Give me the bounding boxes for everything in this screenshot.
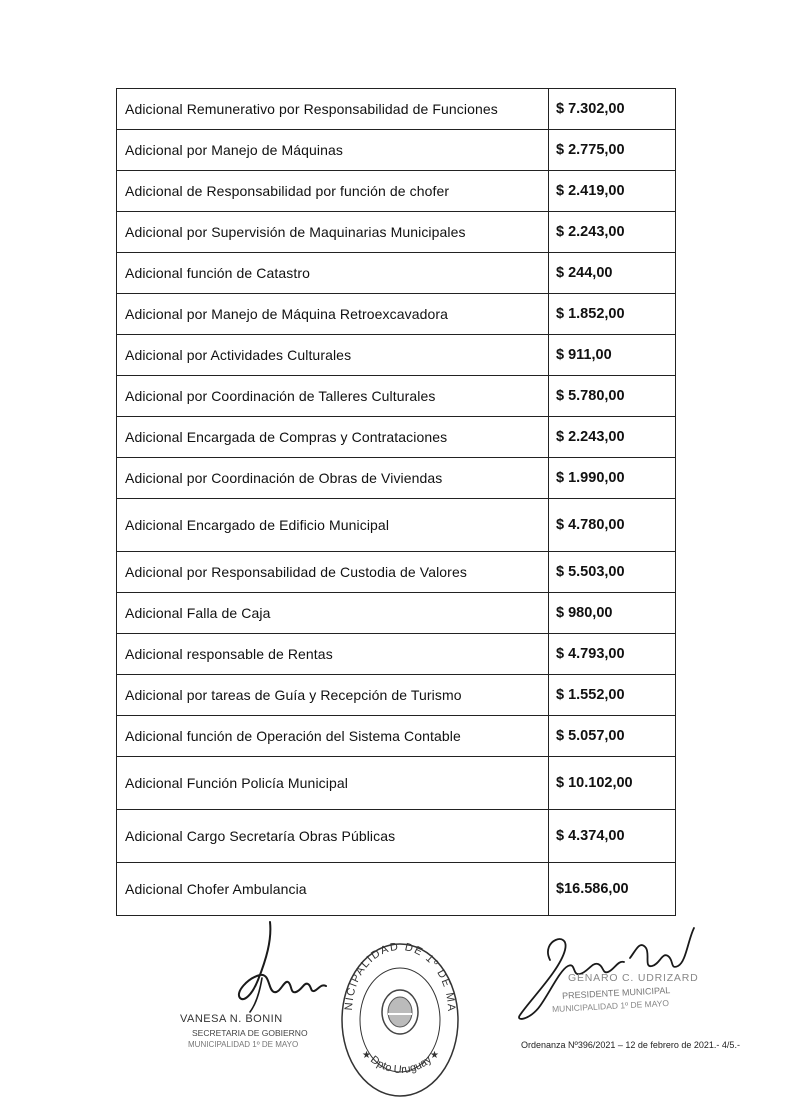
allowance-amount: $ 4.793,00 xyxy=(549,634,676,675)
signer-role: PRESIDENTE MUNICIPAL xyxy=(561,985,671,1001)
table-row xyxy=(117,376,676,417)
allowance-amount: $ 911,00 xyxy=(549,335,676,376)
allowance-concept: Adicional Chofer Ambulancia xyxy=(117,863,549,916)
handwritten-signature-left xyxy=(200,920,340,1015)
allowance-amount: $ 5.780,00 xyxy=(549,376,676,417)
allowance-concept: Adicional por Manejo de Máquina Retroexcavadora xyxy=(117,294,549,335)
signer-role: SECRETARIA DE GOBIERNO xyxy=(192,1028,308,1038)
allowance-amount: $ 4.780,00 xyxy=(549,499,676,552)
table-row xyxy=(117,716,676,757)
allowance-amount: $ 1.852,00 xyxy=(549,294,676,335)
svg-text:MUNICIPALIDAD DE 1º DE MAYO: NICIPALIDAD DE 1º DE MA xyxy=(342,940,458,1013)
allowances-table xyxy=(116,88,676,916)
signer-name: GENARO C. UDRIZARD xyxy=(568,972,699,984)
allowance-concept: Adicional por Coordinación de Talleres Culturales xyxy=(117,376,549,417)
allowance-concept: Adicional responsable de Rentas xyxy=(117,634,549,675)
table-row xyxy=(117,171,676,212)
allowance-concept: Adicional función de Catastro xyxy=(117,253,549,294)
allowance-concept: Adicional Función Policía Municipal xyxy=(117,757,549,810)
allowance-amount: $ 7.302,00 xyxy=(549,89,676,130)
allowance-amount: $ 1.990,00 xyxy=(549,458,676,499)
allowance-concept: Adicional por Actividades Culturales xyxy=(117,335,549,376)
table-row xyxy=(117,499,676,552)
allowance-amount: $ 5.503,00 xyxy=(549,552,676,593)
allowance-concept: Adicional por Supervisión de Maquinarias Municipales xyxy=(117,212,549,253)
allowance-amount: $ 5.057,00 xyxy=(549,716,676,757)
allowance-amount: $ 4.374,00 xyxy=(549,810,676,863)
signer-office: MUNICIPALIDAD 1º DE MAYO xyxy=(551,997,670,1015)
allowance-amount: $16.586,00 xyxy=(549,863,676,916)
table-row xyxy=(117,417,676,458)
table-row xyxy=(117,253,676,294)
allowance-concept: Adicional Encargada de Compras y Contrataciones xyxy=(117,417,549,458)
allowance-concept: Adicional por Manejo de Máquinas xyxy=(117,130,549,171)
allowance-concept: Adicional por Coordinación de Obras de Viviendas xyxy=(117,458,549,499)
signature-block-left xyxy=(170,920,330,1050)
svg-text:★: ★ xyxy=(362,1050,371,1061)
seal-emblem xyxy=(338,930,462,1100)
allowance-amount: $ 2.243,00 xyxy=(549,417,676,458)
table-row xyxy=(117,294,676,335)
table-row xyxy=(117,675,676,716)
municipal-seal xyxy=(338,930,462,1100)
table-row xyxy=(117,130,676,171)
allowance-concept: Adicional Encargado de Edificio Municipal xyxy=(117,499,549,552)
allowance-concept: Adicional función de Operación del Sistema Contable xyxy=(117,716,549,757)
table-row xyxy=(117,89,676,130)
allowance-amount: $ 980,00 xyxy=(549,593,676,634)
table-row xyxy=(117,212,676,253)
allowance-amount: $ 2.775,00 xyxy=(549,130,676,171)
allowance-concept: Adicional Falla de Caja xyxy=(117,593,549,634)
allowance-amount: $ 244,00 xyxy=(549,253,676,294)
table-row xyxy=(117,593,676,634)
allowance-concept: Adicional Cargo Secretaría Obras Públicas xyxy=(117,810,549,863)
table-row xyxy=(117,335,676,376)
table-row xyxy=(117,810,676,863)
table-row xyxy=(117,757,676,810)
table-row xyxy=(117,458,676,499)
table-row xyxy=(117,552,676,593)
svg-text:★: ★ xyxy=(430,1050,439,1061)
allowance-amount: $ 2.243,00 xyxy=(549,212,676,253)
signer-office: MUNICIPALIDAD 1º DE MAYO xyxy=(188,1040,299,1049)
allowance-concept: Adicional por Responsabilidad de Custodia de Valores xyxy=(117,552,549,593)
table-row xyxy=(117,634,676,675)
allowance-amount: $ 2.419,00 xyxy=(549,171,676,212)
allowance-concept: Adicional Remunerativo por Responsabilidad de Funciones xyxy=(117,89,549,130)
signature-block-right xyxy=(510,920,710,1040)
table-row xyxy=(117,863,676,916)
allowance-amount: $ 1.552,00 xyxy=(549,675,676,716)
svg-text:Dpto Uruguay: Dpto Uruguay xyxy=(368,1053,434,1077)
signer-name: VANESA N. BONIN xyxy=(180,1013,283,1025)
allowance-concept: Adicional de Responsabilidad por función de chofer xyxy=(117,171,549,212)
allowance-concept: Adicional por tareas de Guía y Recepción de Turismo xyxy=(117,675,549,716)
allowance-amount: $ 10.102,00 xyxy=(549,757,676,810)
ordinance-reference: Ordenanza Nº396/2021 – 12 de febrero de 2021.- 4/5.- xyxy=(521,1040,740,1050)
